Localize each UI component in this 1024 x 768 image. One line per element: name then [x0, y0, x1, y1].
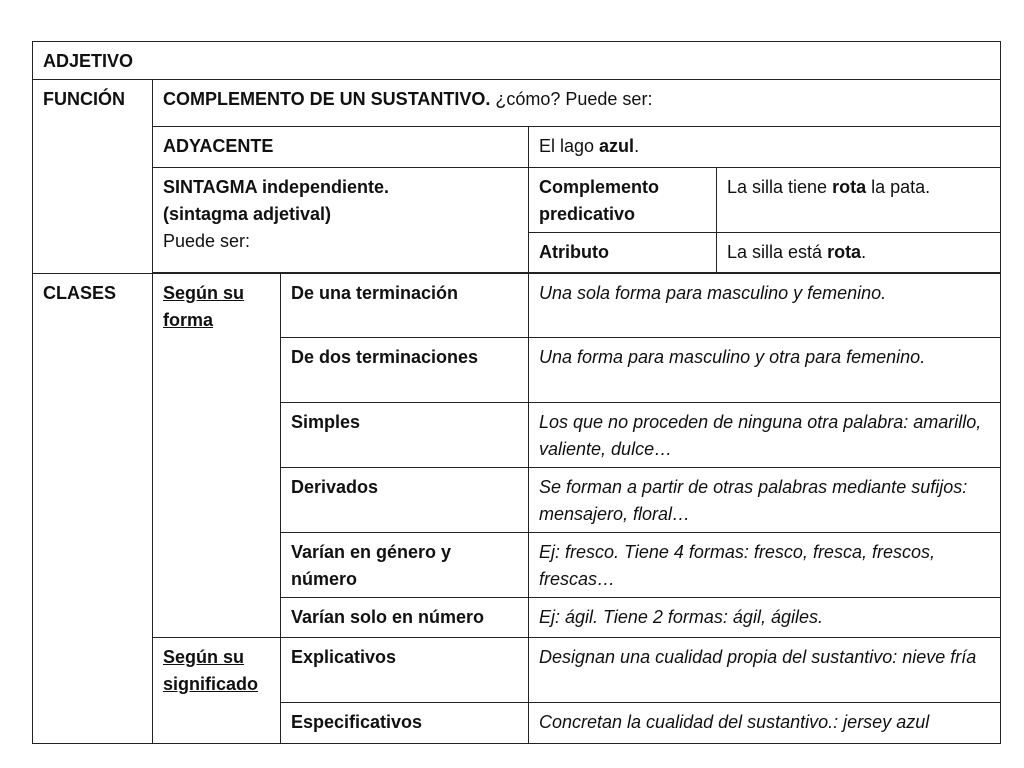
complemento-predicativo-example	[717, 168, 1001, 233]
clase-desc: Una sola forma para masculino y femenino.	[529, 274, 1001, 338]
clase-desc: Se forman a partir de otras palabras mediante sufijos: mensajero, floral…	[529, 468, 1001, 533]
funcion-row	[33, 80, 1001, 127]
clase-row	[33, 638, 1001, 703]
clase-desc: Designan una cualidad propia del sustantivo: nieve fría	[529, 638, 1001, 703]
atributo-example-bold: rota	[827, 242, 862, 262]
complemento-predicativo-label: Complemento predicativo	[529, 168, 717, 233]
atributo-example	[717, 233, 1001, 273]
funcion-main-rest: ¿cómo? Puede ser:	[490, 89, 653, 109]
funcion-main-bold: COMPLEMENTO DE UN SUSTANTIVO.	[163, 89, 491, 109]
adyacente-label: ADYACENTE	[153, 127, 529, 168]
clases-label: CLASES	[33, 274, 153, 744]
clase-name: Varían en género y número	[281, 533, 529, 598]
sintagma-line2: (sintagma adjetival)	[163, 204, 332, 224]
adyacente-example-bold: azul	[599, 136, 635, 156]
clase-name: De una terminación	[281, 274, 529, 338]
clase-desc: Ej: ágil. Tiene 2 formas: ágil, ágiles.	[529, 598, 1001, 638]
clase-row	[33, 274, 1001, 338]
adyacente-example-post: .	[634, 136, 640, 156]
clase-name: De dos terminaciones	[281, 338, 529, 403]
sintagma-line1: SINTAGMA independiente.	[163, 177, 390, 197]
group-label-significado: Según su significado	[153, 638, 281, 744]
adjetivo-sheet	[32, 41, 1000, 744]
clase-desc: Los que no proceden de ninguna otra palabra: amarillo, valiente, dulce…	[529, 403, 1001, 468]
adyacente-row	[33, 127, 1001, 168]
sintagma-line3: Puede ser:	[163, 231, 251, 251]
atributo-example-pre: La silla está	[727, 242, 828, 262]
table-title: ADJETIVO	[33, 42, 1001, 80]
cp-example-post: la pata.	[866, 177, 931, 197]
clase-desc: Concretan la cualidad del sustantivo.: jersey azul	[529, 703, 1001, 744]
title-row	[33, 42, 1001, 80]
cp-example-bold: rota	[832, 177, 867, 197]
clase-desc: Ej: fresco. Tiene 4 formas: fresco, fresca, frescos, frescas…	[529, 533, 1001, 598]
clase-name: Explicativos	[281, 638, 529, 703]
clase-name: Derivados	[281, 468, 529, 533]
adyacente-example-pre: El lago	[539, 136, 600, 156]
clase-name: Especificativos	[281, 703, 529, 744]
funcion-main	[153, 80, 1001, 127]
clase-name: Simples	[281, 403, 529, 468]
adyacente-example	[529, 127, 1001, 168]
cp-example-pre: La silla tiene	[727, 177, 833, 197]
atributo-example-post: .	[861, 242, 867, 262]
atributo-label: Atributo	[529, 233, 717, 273]
sintagma-cell	[153, 168, 529, 273]
funcion-label: FUNCIÓN	[33, 80, 153, 274]
group-label-forma: Según su forma	[153, 274, 281, 638]
clase-name: Varían solo en número	[281, 598, 529, 638]
clase-desc: Una forma para masculino y otra para femenino.	[529, 338, 1001, 403]
complemento-row	[33, 168, 1001, 233]
adjetivo-table	[32, 41, 1001, 744]
